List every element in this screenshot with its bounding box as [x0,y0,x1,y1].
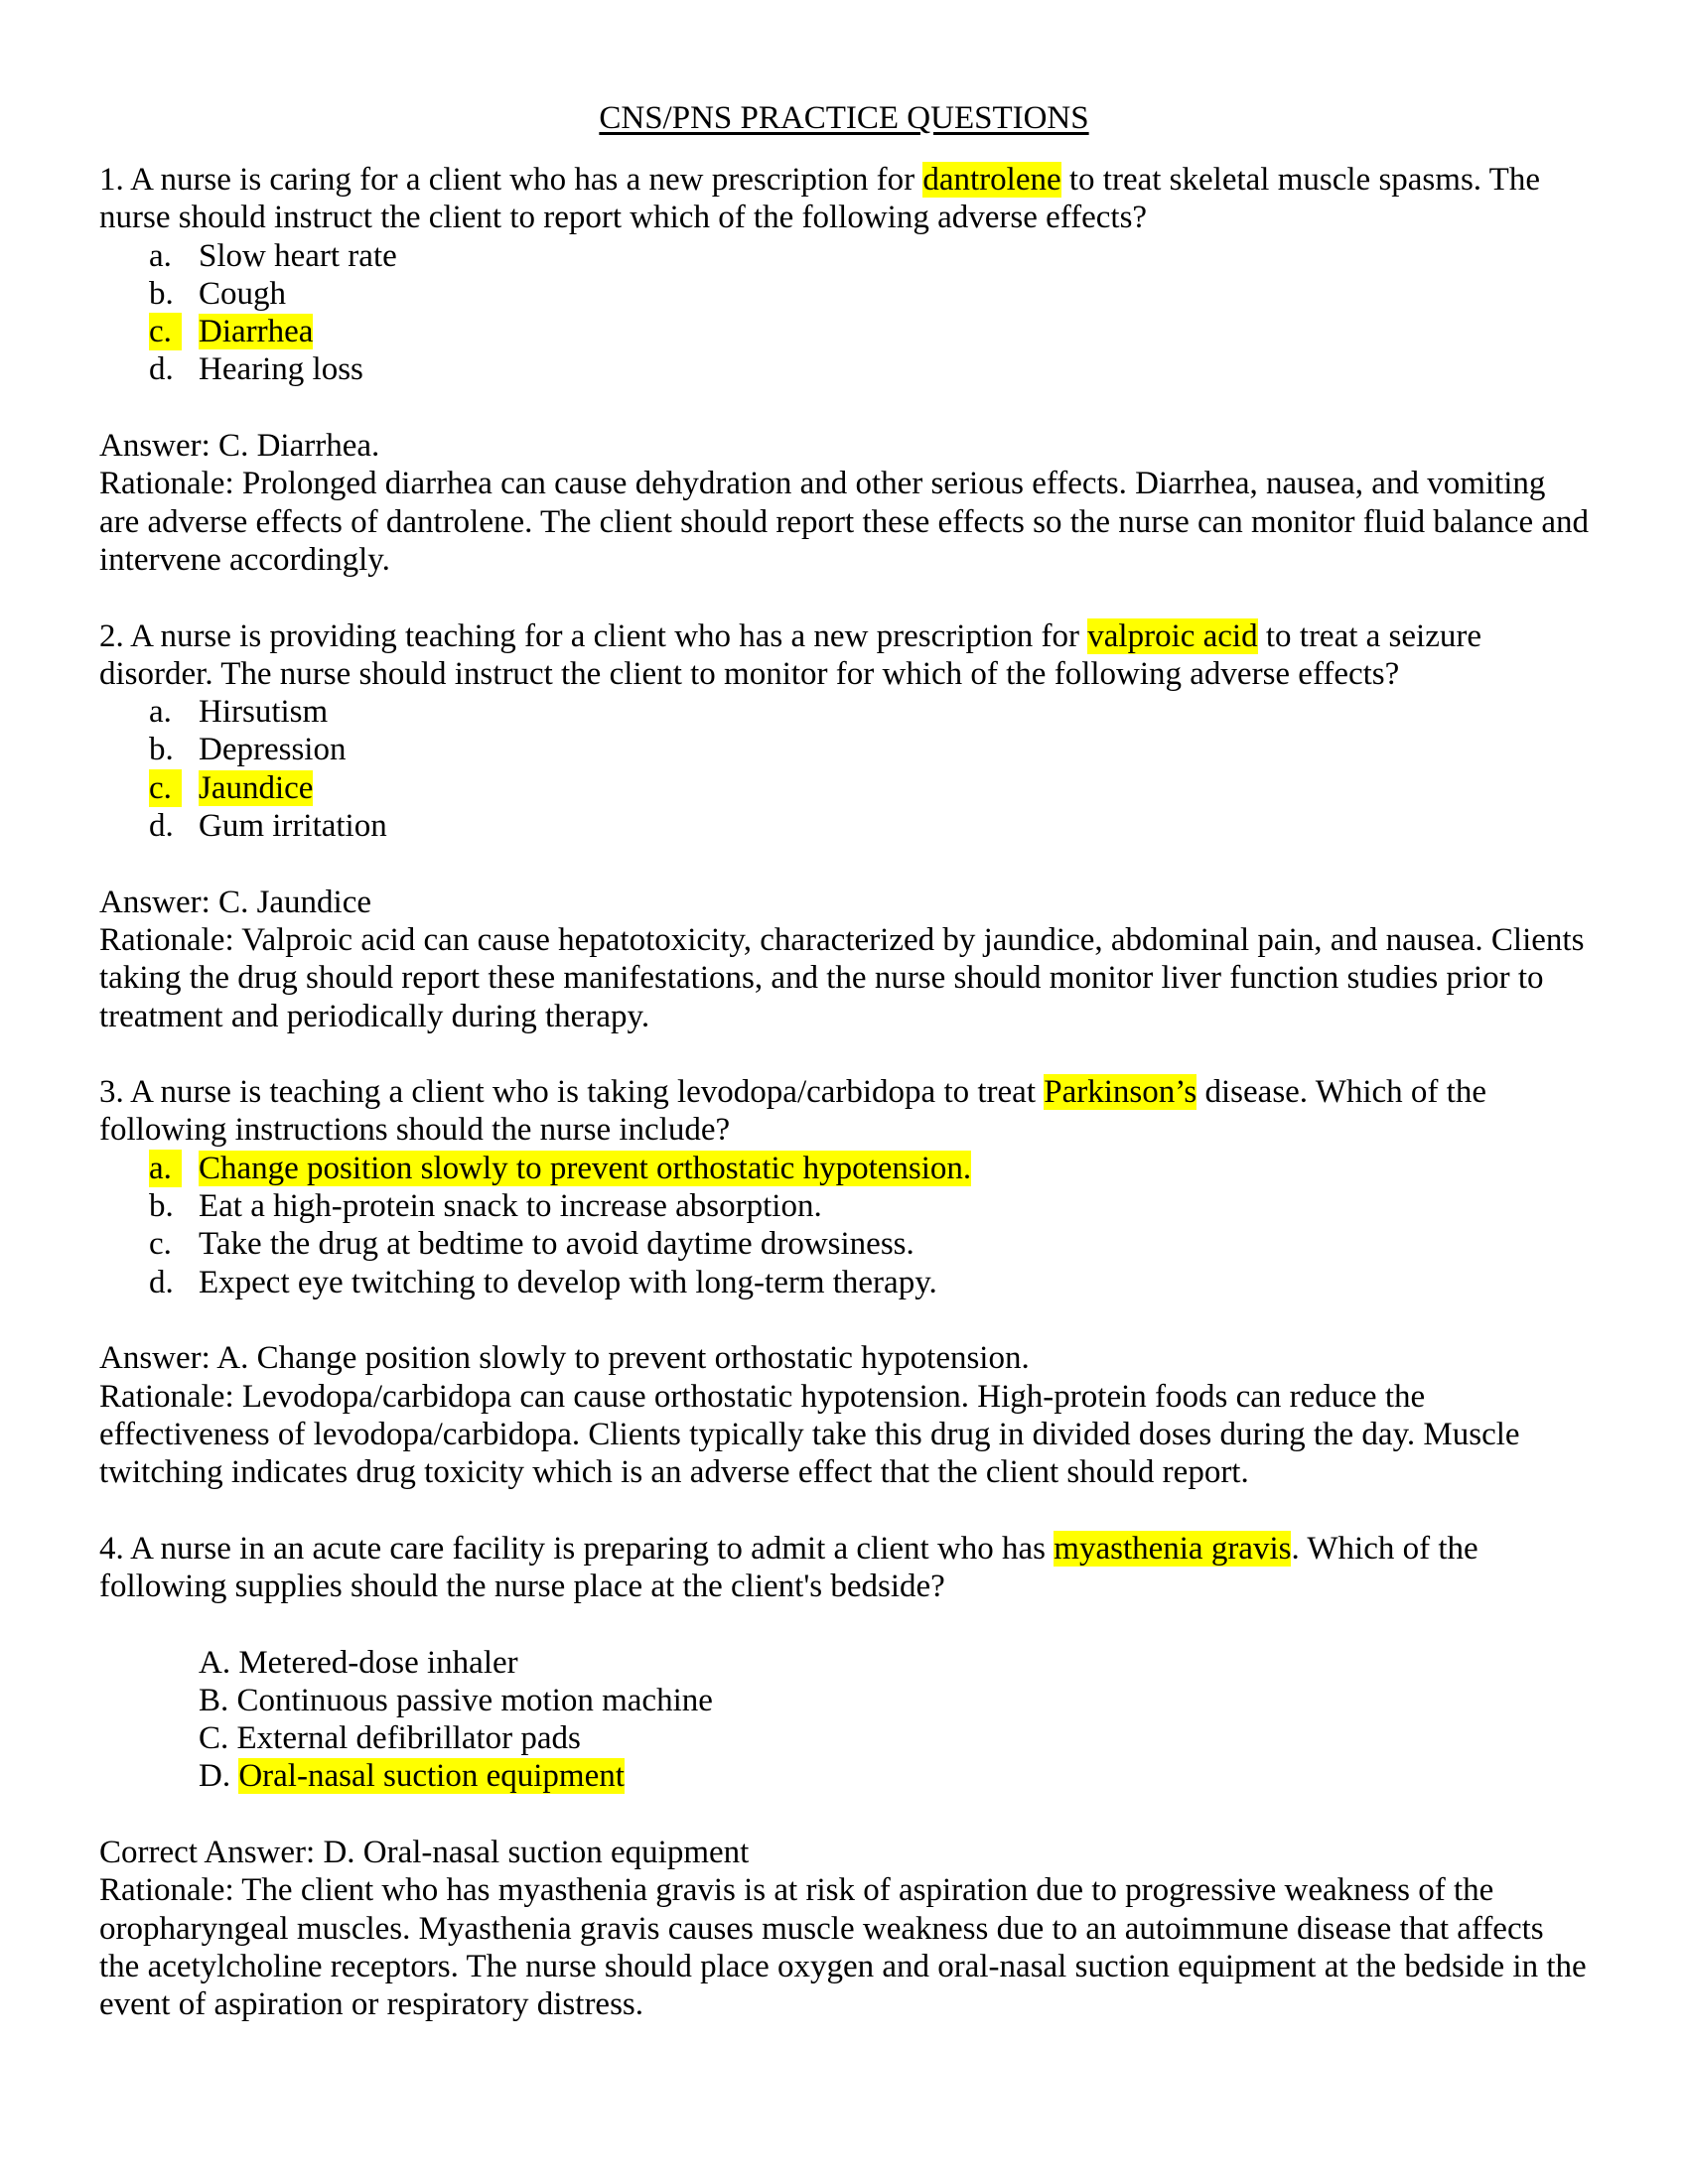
option-marker: b. [149,732,174,768]
rationale: Rationale: Valproic acid can cause hepatotoxicity, characterized by jaundice, abdominal pain, and nausea. Clients taking the drug should report these manifestations, and the nurse should monitor liver function studies prior to treatment and periodically during therapy. [99,921,1585,1034]
option-marker: d. [149,351,174,388]
option-text: Metered-dose inhaler [238,1644,518,1681]
option-marker: a. [149,694,172,731]
page-title: CNS/PNS PRACTICE QUESTIONS [599,100,1089,136]
stem-text: 1. A nurse is caring for a client who has a new prescription for [99,162,923,198]
option-marker: d. [149,808,174,845]
stem-text: 3. A nurse is teaching a client who is taking levodopa/carbidopa to treat [99,1074,1045,1111]
option-a [99,237,1589,275]
option-d-correct [99,1757,1589,1795]
option-d [99,807,1589,845]
stem-text: 4. A nurse in an acute care facility is preparing to admit a client who has [99,1530,1055,1567]
answer-options [99,693,1589,845]
option-d [99,1264,1589,1301]
rationale: Rationale: Levodopa/carbidopa can cause orthostatic hypotension. High-protein foods can reduce the effectiveness of levodopa/carbidopa. Clients typically take this drug in divided doses during the day. Muscle twitching indicates drug toxicity which is an adverse effect that the client should report. [99,1378,1520,1491]
option-text: Slow heart rate [199,237,397,274]
option-marker: A. [199,1644,231,1681]
rationale: Rationale: Prolonged diarrhea can cause dehydration and other serious effects. Diarrhea, nausea, and vomiting are adverse effects of dantrolene. The client should report these effects so the nurse can monitor fluid balance and intervene accordingly. [99,466,1590,578]
question-stem [99,161,1589,237]
option-b [99,731,1589,768]
option-text: Change position slowly to prevent orthostatic hypotension. [199,1150,972,1186]
option-text: Expect eye twitching to develop with long-term therapy. [199,1264,937,1300]
option-text: Jaundice [199,769,314,806]
option-text: Oral-nasal suction equipment [238,1758,625,1795]
question-stem [99,617,1589,694]
option-text: Hirsutism [199,694,329,731]
option-marker: c. [149,1226,172,1263]
option-text: Gum irritation [199,808,387,845]
answer-options [99,1150,1589,1301]
option-marker: C. [199,1720,229,1757]
option-text: Hearing loss [199,351,363,388]
option-text: Depression [199,732,347,768]
option-c [99,1225,1589,1263]
option-marker: b. [149,275,174,312]
stem-text: . Which of the following supplies should the nurse place at the client's bedside? [99,1530,1478,1604]
question-4 [99,1530,1589,2024]
highlighted-condition: Parkinson’s [1044,1074,1197,1111]
answer-line: Correct Answer: D. Oral-nasal suction equipment [99,1835,750,1871]
option-marker: B. [199,1682,229,1718]
option-c-correct [99,313,1589,350]
option-text: Continuous passive motion machine [236,1682,713,1718]
option-marker: b. [149,1188,174,1225]
rationale: Rationale: The client who has myasthenia gravis is at risk of aspiration due to progressive weakness of the oropharyngeal muscles. Myasthenia gravis causes muscle weakness due to an autoimmune disease that affects the acetylcholine receptors. The nurse should place oxygen and oral-nasal suction equipment at the bedside in the event of aspiration or respiratory distress. [99,1872,1587,2023]
option-a [99,693,1589,731]
highlighted-drug: valproic acid [1087,617,1258,654]
option-d [99,350,1589,388]
stem-text: to treat a seizure disorder. The nurse should instruct the client to monitor for which of the following adverse effects? [99,617,1481,692]
option-a [99,1644,1589,1682]
option-b [99,275,1589,313]
option-marker: a. [149,1150,182,1187]
option-c [99,1719,1589,1757]
highlighted-drug: dantrolene [922,162,1061,198]
option-marker: c. [149,313,182,350]
answer-options [99,237,1589,389]
option-text: Eat a high-protein snack to increase absorption. [199,1188,822,1225]
question-stem [99,1073,1589,1150]
stem-text: to treat skeletal muscle spasms. The nurse should instruct the client to report which of the following adverse effects? [99,162,1540,236]
answer-line: Answer: C. Jaundice [99,884,372,920]
option-c-correct [99,769,1589,807]
answer-line: Answer: A. Change position slowly to prevent orthostatic hypotension. [99,1340,1030,1377]
question-1 [99,161,1589,579]
question-2 [99,617,1589,1035]
answer-options [99,1644,1589,1796]
option-text: Take the drug at bedtime to avoid daytime drowsiness. [199,1226,914,1263]
option-text: Diarrhea [199,314,314,350]
question-3 [99,1073,1589,1491]
stem-text: 2. A nurse is providing teaching for a client who has a new prescription for [99,617,1088,654]
document-body [99,161,1589,2024]
highlighted-condition: myasthenia gravis [1054,1530,1292,1567]
option-marker: d. [149,1264,174,1300]
option-marker: a. [149,237,172,274]
stem-text: disease. Which of the following instructions should the nurse include? [99,1074,1486,1149]
option-text: Cough [199,275,287,312]
option-b [99,1187,1589,1225]
option-marker: D. [199,1758,231,1795]
option-marker: c. [149,769,182,807]
option-a-correct [99,1150,1589,1187]
option-b [99,1682,1589,1719]
question-stem [99,1530,1589,1606]
answer-line: Answer: C. Diarrhea. [99,428,380,465]
option-text: External defibrillator pads [236,1720,581,1757]
